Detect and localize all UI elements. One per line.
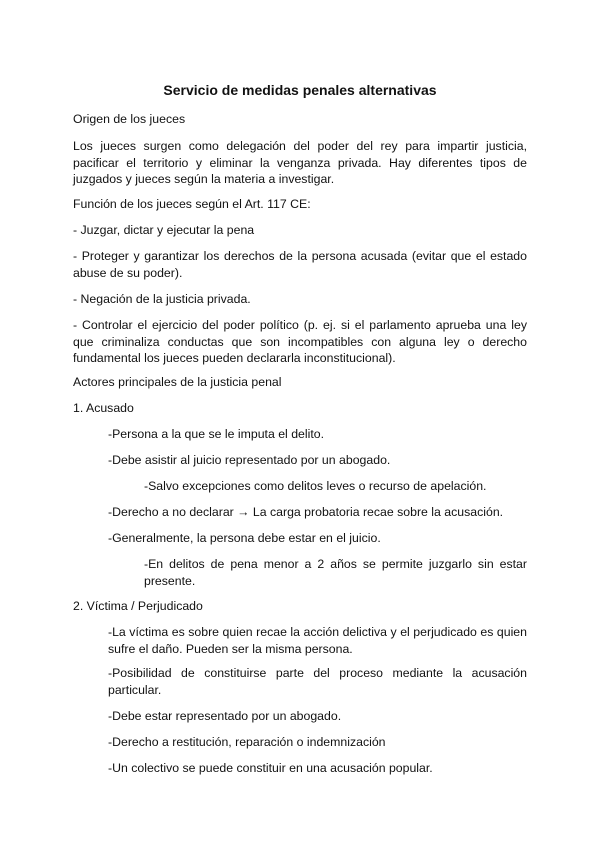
victima-item: -Debe estar representado por un abogado.: [108, 709, 342, 723]
acusado-item: -Derecho a no declarar → La carga probatoria recae sobre la acusación.: [108, 505, 504, 519]
subsection-heading-victima: 2. Víctima / Perjudicado: [73, 599, 203, 613]
funcion-item: - Controlar el ejercicio del poder político (p. ej. si el parlamento aprueba una ley que criminaliza conductas que son incompatibles con alguna ley o derecho fundamental los jueces pueden declararla inconstitucional).: [73, 318, 527, 365]
subsection-heading-acusado: 1. Acusado: [73, 401, 134, 415]
funcion-item: - Negación de la justicia privada.: [73, 292, 251, 306]
acusado-item: -Persona a la que se le imputa el delito.: [108, 427, 325, 441]
victima-item: -Derecho a restitución, reparación o indemnización: [108, 735, 386, 749]
acusado-subitem: -En delitos de pena menor a 2 años se permite juzgarlo sin estar presente.: [144, 557, 527, 588]
section-heading-funcion: Función de los jueces según el Art. 117 CE:: [73, 197, 311, 211]
paragraph-origen: Los jueces surgen como delegación del poder del rey para impartir justicia, pacificar el territorio y eliminar la venganza privada. Hay diferentes tipos de juzgados y jueces según la materia a investigar.: [73, 139, 527, 186]
section-heading-origen: Origen de los jueces: [73, 112, 186, 126]
victima-item: -Un colectivo se puede constituir en una acusación popular.: [108, 761, 433, 775]
page-title: Servicio de medidas penales alternativas: [163, 82, 437, 98]
funcion-item: - Proteger y garantizar los derechos de la persona acusada (evitar que el estado abuse de su poder).: [73, 249, 527, 280]
section-heading-actores: Actores principales de la justicia penal: [73, 375, 282, 389]
funcion-item: - Juzgar, dictar y ejecutar la pena: [73, 223, 255, 237]
acusado-subitem: -Salvo excepciones como delitos leves o recurso de apelación.: [144, 479, 487, 493]
victima-item: -Posibilidad de constituirse parte del proceso mediante la acusación particular.: [108, 666, 527, 697]
victima-item: -La víctima es sobre quien recae la acción delictiva y el perjudicado es quien sufre el daño. Pueden ser la misma persona.: [108, 625, 527, 656]
acusado-item: -Generalmente, la persona debe estar en el juicio.: [108, 531, 381, 545]
acusado-item: -Debe asistir al juicio representado por un abogado.: [108, 453, 391, 467]
